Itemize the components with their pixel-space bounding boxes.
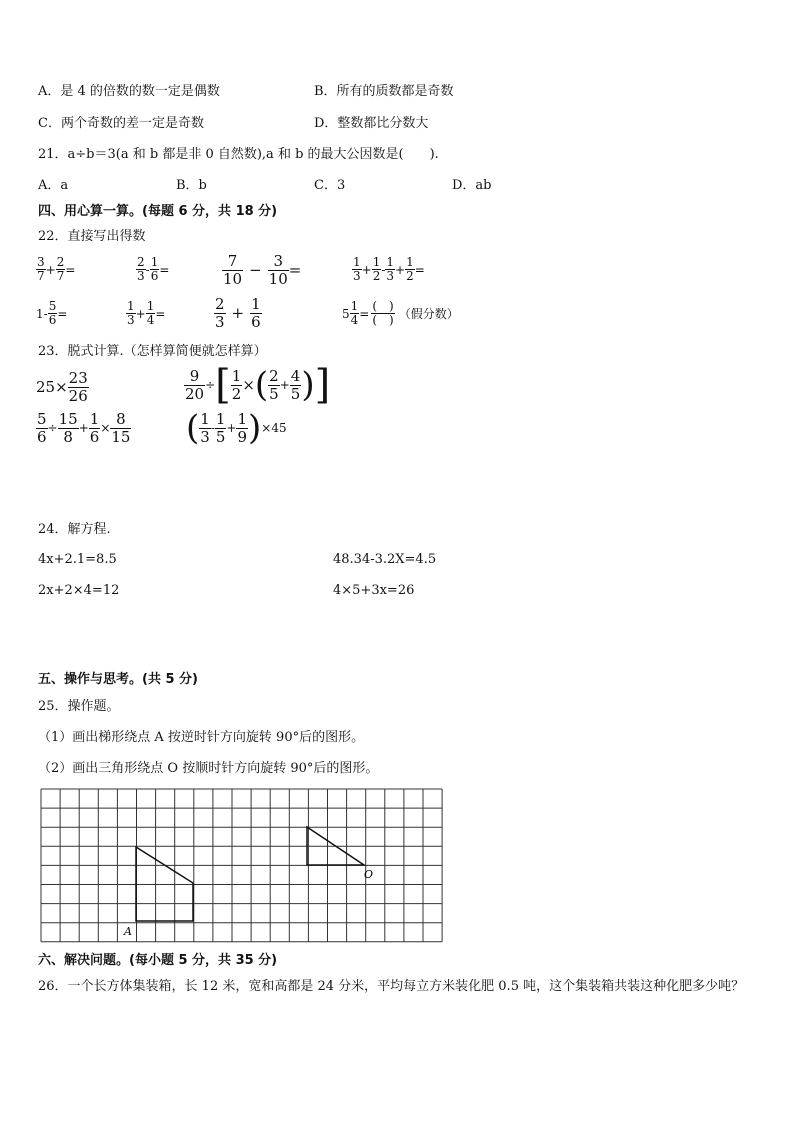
q21-option-a: A．a — [38, 178, 69, 193]
q21-stem: 21．a÷b＝3(a 和 b 都是非 0 自然数),a 和 b 的最大公因数是( ). — [38, 147, 439, 162]
q25-part-1: （1）画出梯形绕点 A 按逆时针方向旋转 90°后的图形。 — [38, 730, 365, 745]
q25-title: 25．操作题。 — [38, 699, 120, 714]
q23-title: 23．脱式计算.（怎样算简便就怎样算） — [38, 344, 267, 359]
q25-part-2: （2）画出三角形绕点 O 按顺时针方向旋转 90°后的图形。 — [38, 761, 379, 776]
point-o-label: O — [364, 868, 374, 881]
q26-text: 26．一个长方体集装箱，长 12 米，宽和高都是 24 分米，平均每立方米装化肥 0.5 吨，这个集装箱共装这种化肥多少吨？ — [38, 979, 745, 994]
q22-expr-4: $\frac{1}{3}$ + $\frac{1}{2}$ - $\frac{1}{3}$ + $\frac{1}{2}$ = — [353, 255, 425, 284]
q21-option-d: D．ab — [452, 178, 492, 193]
q24-equation-2: 48.34-3.2X=4.5 — [333, 552, 437, 567]
q23-expr-1: 25× $\frac{23}{26}$ — [36, 369, 88, 405]
q24-equation-3: 2x+2×4=12 — [38, 583, 120, 598]
q20-option-c: C．两个奇数的差一定是奇数 — [38, 116, 204, 131]
q20-option-b: B．所有的质数都是奇数 — [314, 84, 454, 99]
q24-equation-4: 4×5+3x=26 — [333, 583, 415, 598]
q22-expr-1: $\frac{3}{7}$ + $\frac{2}{7}$ = — [37, 255, 76, 284]
q22-title: 22．直接写出得数 — [38, 229, 146, 244]
q22-expr-8: 5 $\frac{1}{4}$ = $\frac{( )}{( )}$ （假分数） — [342, 299, 459, 328]
section-4-heading: 四、用心算一算。(每题 6 分，共 18 分) — [38, 204, 278, 219]
q21-option-b: B．b — [176, 178, 207, 193]
q23-expr-3: $\frac{5}{6}$ ÷ $\frac{15}{8}$ + $\frac{1}{6}$ × $\frac{8}{15}$ — [37, 410, 131, 446]
q21-option-c: C．3 — [314, 178, 346, 193]
q24-title: 24．解方程. — [38, 522, 111, 537]
q20-option-a: A．是 4 的倍数的数一定是偶数 — [38, 84, 220, 99]
q23-expr-2: $\frac{9}{20}$ ÷ [ $\frac{1}{2}$ × ( $\frac{2}{5}$ + $\frac{4}{5}$ ) ] — [185, 362, 331, 408]
q20-option-d: D．整数都比分数大 — [314, 116, 429, 131]
q22-expr-6: $\frac{1}{3}$ + $\frac{1}{4}$ = — [127, 299, 166, 328]
q22-expr-7: $\frac{2}{3}$ + $\frac{1}{6}$ — [215, 295, 261, 331]
section-6-heading: 六、解决问题。(每小题 5 分，共 35 分) — [38, 953, 278, 968]
q24-equation-1: 4x+2.1=8.5 — [38, 552, 117, 567]
section-5-heading: 五、操作与思考。(共 5 分) — [38, 672, 198, 687]
q22-expr-2: $\frac{2}{3}$ - $\frac{1}{6}$ = — [137, 255, 170, 284]
q22-expr-3: $\frac{7}{10}$ − $\frac{3}{10}$ = — [223, 252, 302, 288]
point-a-label: A — [124, 925, 132, 938]
q22-expr-5: 1- $\frac{5}{6}$ = — [36, 299, 68, 328]
q23-expr-4: ( $\frac{1}{3}$ - $\frac{1}{5}$ + $\frac{1}{9}$ ) ×45 — [186, 407, 287, 448]
